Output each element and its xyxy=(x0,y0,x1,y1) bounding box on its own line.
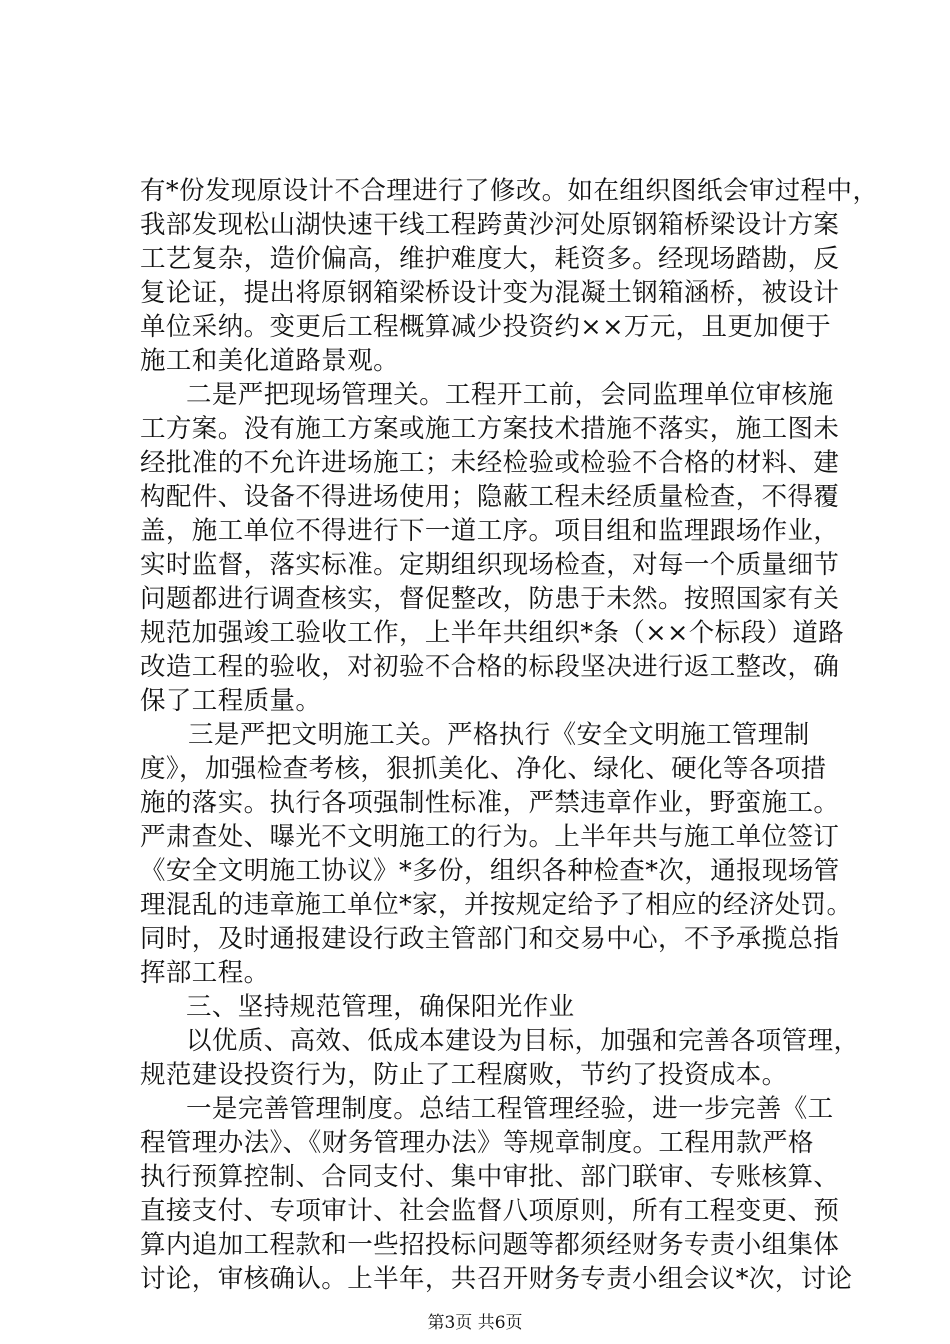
text-line: 严肃查处、曝光不文明施工的行为。上半年共与施工单位签订 xyxy=(140,822,840,852)
text-line: 单位采纳。变更后工程概算减少投资约××万元，且更加便于 xyxy=(140,312,832,342)
text-line: 《安全文明施工协议》*多份，组织各种检查*次，通报现场管 xyxy=(140,856,840,886)
text-line: 挥部工程。 xyxy=(140,958,270,988)
text-line: 我部发现松山湖快速干线工程跨黄沙河处原钢箱桥梁设计方案 xyxy=(140,210,840,240)
text-line: 改造工程的验收，对初验不合格的标段坚决进行返工整改，确 xyxy=(140,652,840,682)
text-line: 理混乱的违章施工单位*家，并按规定给予了相应的经济处罚。 xyxy=(140,890,853,920)
text-line: 规范建设投资行为，防止了工程腐败，节约了投资成本。 xyxy=(140,1060,788,1090)
text-line: 工方案。没有施工方案或施工方案技术措施不落实，施工图未 xyxy=(140,414,840,444)
text-line: 实时监督，落实标准。定期组织现场检查，对每一个质量细节 xyxy=(140,550,840,580)
text-line: 构配件、设备不得进场使用；隐蔽工程未经质量检查，不得覆 xyxy=(140,482,840,512)
section-heading: 三、坚持规范管理，确保阳光作业 xyxy=(186,992,575,1022)
paragraph-start-line: 三是严把文明施工关。严格执行《安全文明施工管理制 xyxy=(188,720,810,750)
text-line: 复论证，提出将原钢箱梁桥设计变为混凝土钢箱涵桥，被设计 xyxy=(140,278,840,308)
text-line: 经批准的不允许进场施工；未经检验或检验不合格的材料、建 xyxy=(140,448,840,478)
text-line: 问题都进行调查核实，督促整改，防患于未然。按照国家有关 xyxy=(140,584,840,614)
paragraph-start-line: 以优质、高效、低成本建设为目标，加强和完善各项管理， xyxy=(186,1026,860,1056)
text-line: 执行预算控制、合同支付、集中审批、部门联审、专账核算、 xyxy=(140,1162,840,1192)
text-line: 同时，及时通报建设行政主管部门和交易中心，不予承揽总指 xyxy=(140,924,840,954)
text-line: 盖，施工单位不得进行下一道工序。项目组和监理跟场作业， xyxy=(140,516,840,546)
text-line: 规范加强竣工验收工作，上半年共组织*条（××个标段）道路 xyxy=(140,618,845,648)
text-line: 有*份发现原设计不合理进行了修改。如在组织图纸会审过程中， xyxy=(140,176,879,206)
text-line: 直接支付、专项审计、社会监督八项原则，所有工程变更、预 xyxy=(140,1196,840,1226)
text-line: 保了工程质量。 xyxy=(140,686,322,716)
page-number-footer: 第3页 共6页 xyxy=(427,1313,523,1333)
text-line: 程管理办法》、《财务管理办法》等规章制度。工程用款严格 xyxy=(140,1128,814,1158)
text-line: 工艺复杂，造价偏高，维护难度大，耗资多。经现场踏勘，反 xyxy=(140,244,840,274)
text-line: 施的落实。执行各项强制性标准，严禁违章作业，野蛮施工。 xyxy=(140,788,840,818)
text-line: 讨论，审核确认。上半年，共召开财务专责小组会议*次，讨论 xyxy=(140,1264,853,1294)
text-line: 度》，加强检查考核，狠抓美化、净化、绿化、硬化等各项措 xyxy=(140,754,827,784)
paragraph-start-line: 二是严把现场管理关。工程开工前，会同监理单位审核施 xyxy=(186,380,834,410)
text-line: 算内追加工程款和一些招投标问题等都须经财务专责小组集体 xyxy=(140,1230,840,1260)
paragraph-start-line: 一是完善管理制度。总结工程管理经验，进一步完善《工 xyxy=(186,1094,834,1124)
text-line: 施工和美化道路景观。 xyxy=(140,346,400,376)
